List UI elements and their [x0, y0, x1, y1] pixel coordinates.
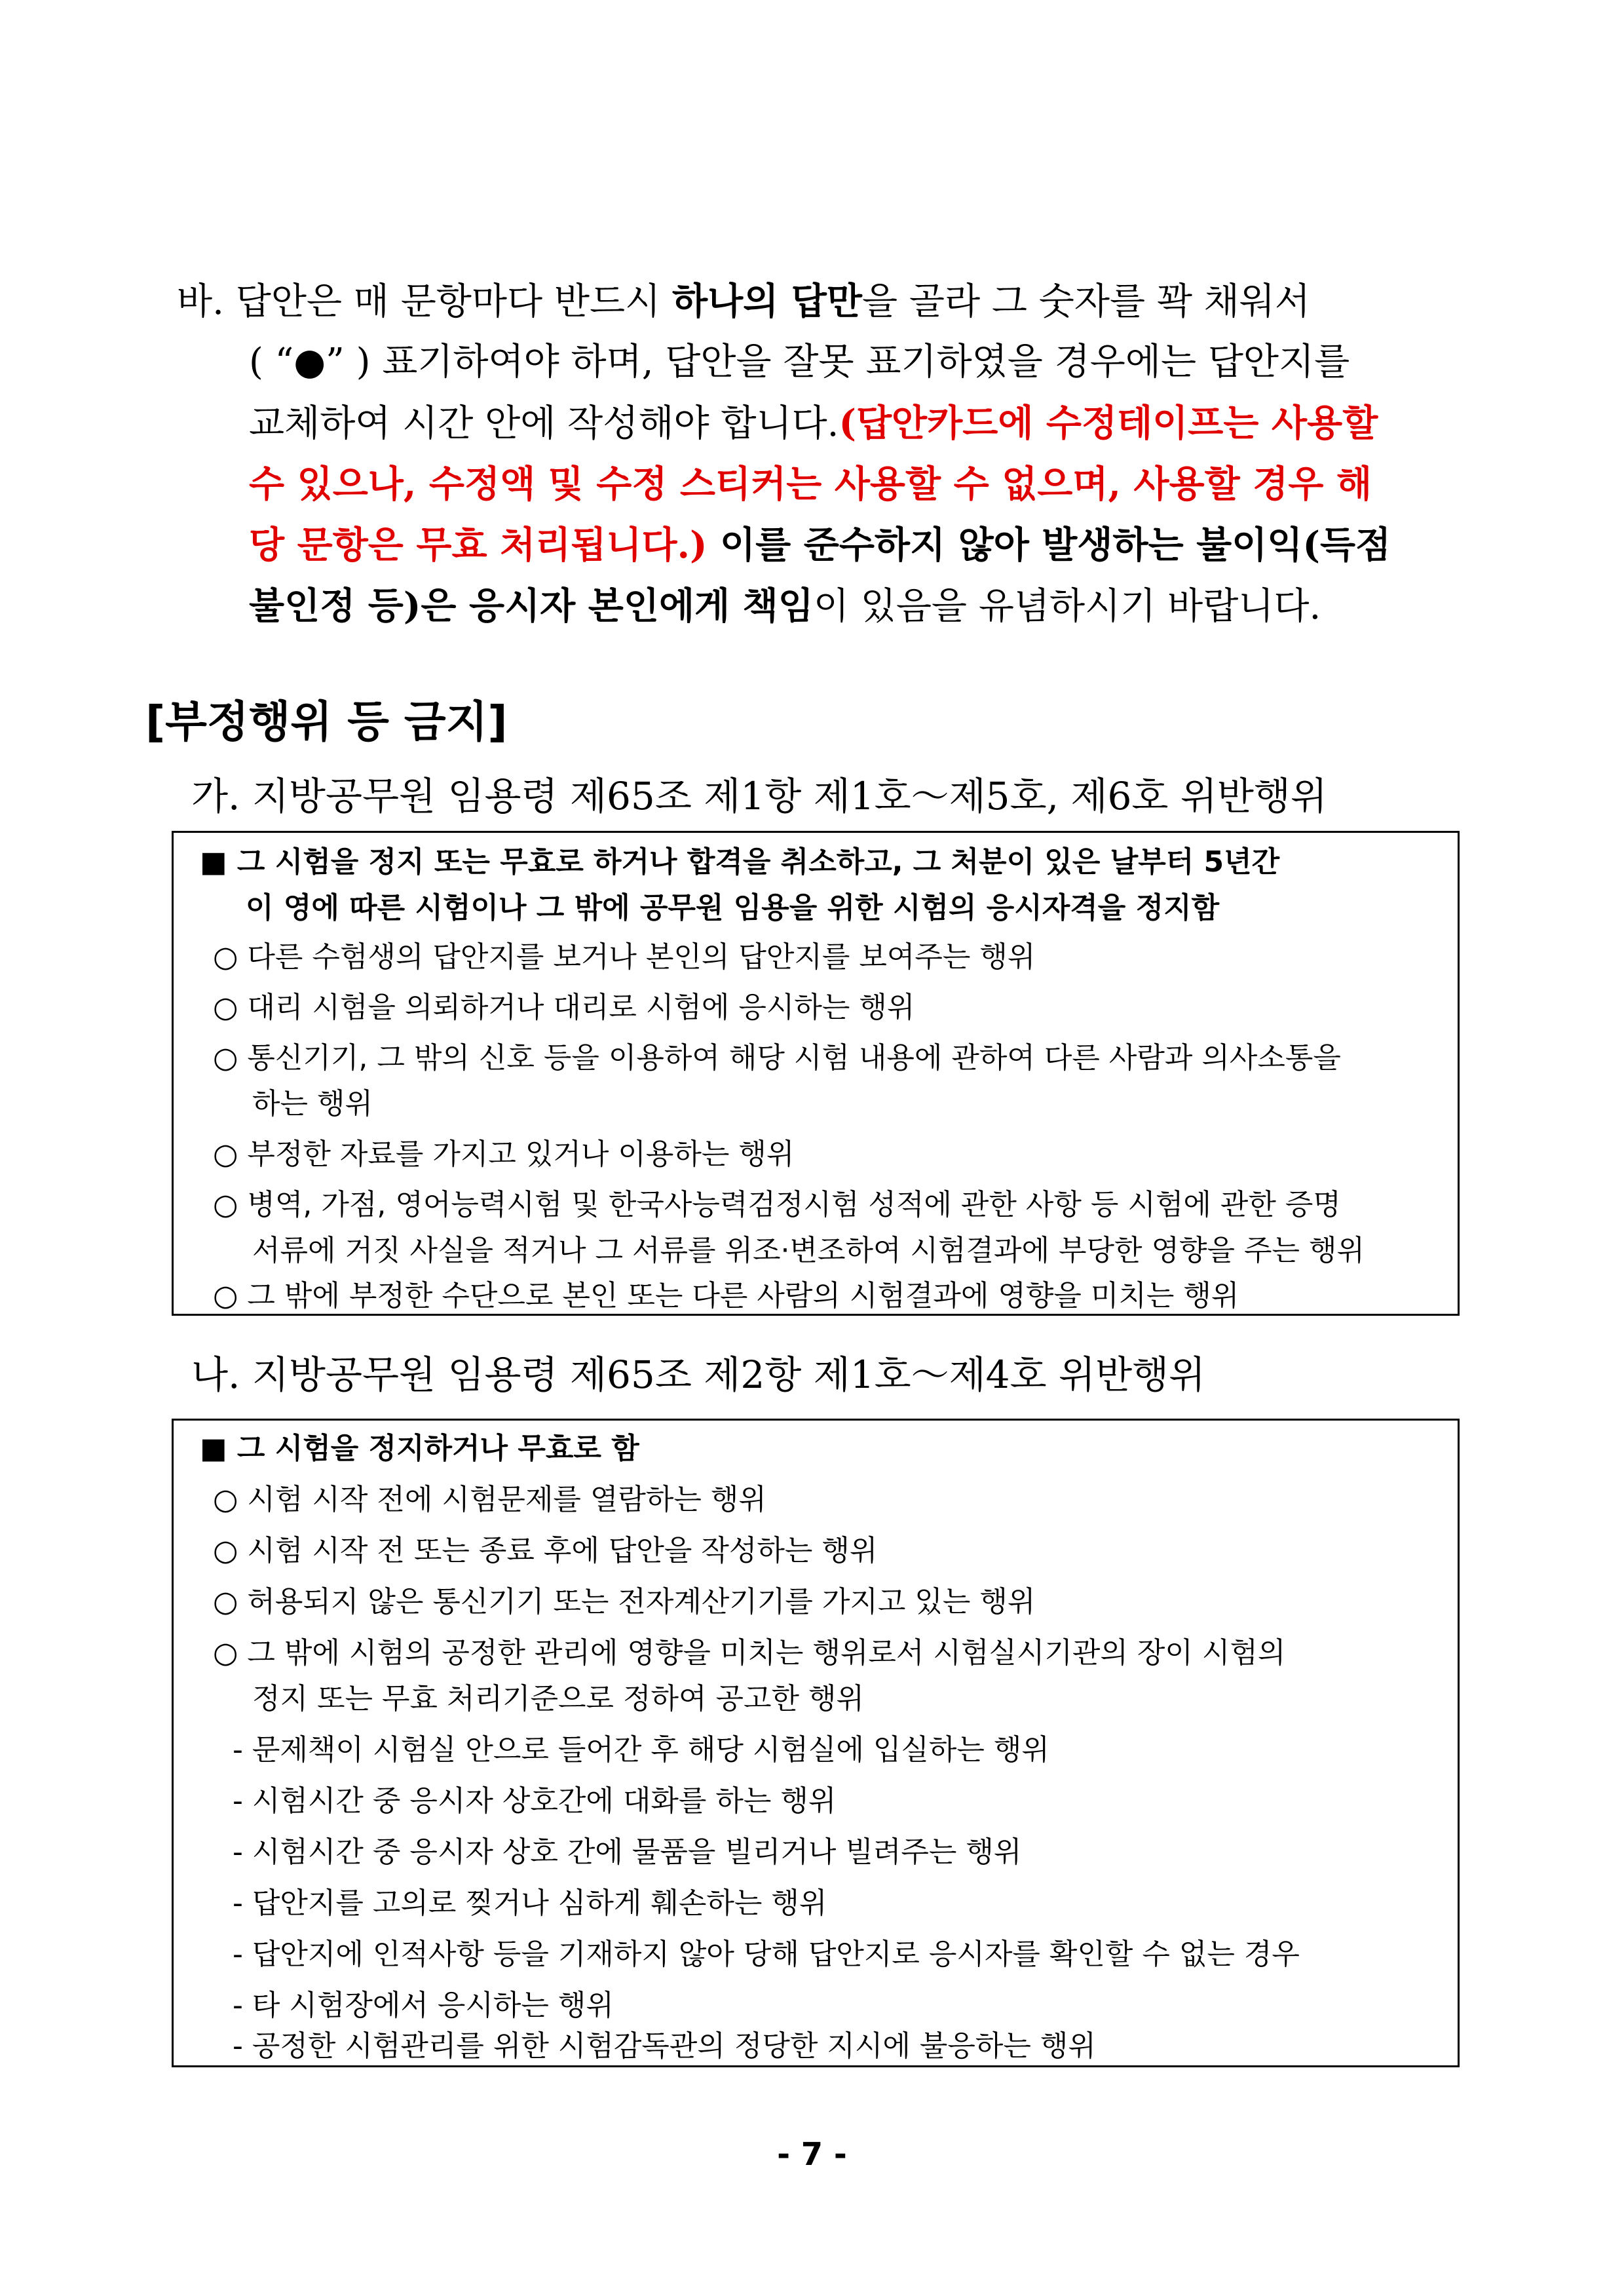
ga-box-line-7: ○ 부정한 자료를 가지고 있거나 이용하는 행위 [213, 1138, 795, 1171]
ba-line-1: 바. 답안은 매 문항마다 반드시 하나의 답만을 골라 그 숫자를 꽉 채워서 [177, 280, 1311, 323]
na-box-line-1: ■ 그 시험을 정지하거나 무효로 함 [200, 1432, 639, 1465]
na-box-line-13: - 공정한 시험관리를 위한 시험감독관의 정당한 지시에 불응하는 행위 [233, 2029, 1096, 2063]
na-box-line-4: ○ 허용되지 않은 통신기기 또는 전자계산기기를 가지고 있는 행위 [213, 1585, 1036, 1618]
na-box-line-2: ○ 시험 시작 전에 시험문제를 열람하는 행위 [213, 1483, 766, 1516]
na-box-line-8: - 시험시간 중 응시자 상호간에 대화를 하는 행위 [233, 1784, 837, 1818]
na-box-line-6: 정지 또는 무효 처리기준으로 정하여 공고한 행위 [252, 1682, 864, 1715]
ga-box-line-3: ○ 다른 수험생의 답안지를 보거나 본인의 답안지를 보여주는 행위 [213, 940, 1036, 974]
na-box-line-9: - 시험시간 중 응시자 상호 간에 물품을 빌리거나 빌려주는 행위 [233, 1835, 1022, 1869]
ga-box-line-2: 이 영에 따른 시험이나 그 밖에 공무원 임용을 위한 시험의 응시자격을 정지함 [246, 891, 1220, 925]
ba-line-3: 교체하여 시간 안에 작성해야 합니다.(답안카드에 수정테이프는 사용할 [249, 402, 1378, 445]
ga-box-line-6: 하는 행위 [252, 1087, 373, 1120]
na-box-line-3: ○ 시험 시작 전 또는 종료 후에 답안을 작성하는 행위 [213, 1534, 878, 1567]
ga-box-line-8: ○ 병역, 가점, 영어능력시험 및 한국사능력검정시험 성적에 관한 사항 등 시험에 관한 증명 [213, 1188, 1341, 1221]
ga-box-line-10: ○ 그 밖에 부정한 수단으로 본인 또는 다른 사람의 시험결과에 영향을 미치는 행위 [213, 1279, 1239, 1312]
ba-line-5: 당 문항은 무효 처리됩니다.) 이를 준수하지 않아 발생하는 불이익(득점 [249, 524, 1391, 567]
na-box-line-12: - 타 시험장에서 응시하는 행위 [233, 1989, 614, 2022]
ga-box-line-1: ■ 그 시험을 정지 또는 무효로 하거나 합격을 취소하고, 그 처분이 있은 날부터 5년간 [200, 845, 1280, 879]
na-box-line-10: - 답안지를 고의로 찢거나 심하게 훼손하는 행위 [233, 1886, 827, 1920]
ba-line-4: 수 있으나, 수정액 및 수정 스티커는 사용할 수 없으며, 사용할 경우 해 [249, 463, 1372, 506]
ga-box-line-9: 서류에 거짓 사실을 적거나 그 서류를 위조·변조하여 시험결과에 부당한 영향을 주는 행위 [252, 1234, 1365, 1267]
section-heading: [부정행위 등 금지] [145, 697, 508, 747]
ba-line-6: 불인정 등)은 응시자 본인에게 책임이 있음을 유념하시기 바랍니다. [249, 584, 1321, 628]
na-box-line-5: ○ 그 밖에 시험의 공정한 관리에 영향을 미치는 행위로서 시험실시기관의 장이 시험의 [213, 1636, 1286, 1670]
ba-line-2: ( “●” ) 표기하여야 하며, 답안을 잘못 표기하였을 경우에는 답안지를 [249, 341, 1350, 383]
na-box [172, 1419, 1460, 2067]
na-box-line-11: - 답안지에 인적사항 등을 기재하지 않아 당해 답안지로 응시자를 확인할 수 없는 경우 [233, 1938, 1300, 1971]
section-ba [177, 275, 1474, 642]
ga-box-line-5: ○ 통신기기, 그 밖의 신호 등을 이용하여 해당 시험 내용에 관하여 다른 사람과 의사소통을 [213, 1041, 1341, 1075]
ga-box-line-4: ○ 대리 시험을 의뢰하거나 대리로 시험에 응시하는 행위 [213, 991, 915, 1024]
na-title: 나. 지방공무원 임용령 제65조 제2항 제1호～제4호 위반행위 [191, 1352, 1206, 1397]
ba-marker: 바. [177, 280, 224, 323]
na-box-line-7: - 문제책이 시험실 안으로 들어간 후 해당 시험실에 입실하는 행위 [233, 1733, 1049, 1767]
ga-title: 가. 지방공무원 임용령 제65조 제1항 제1호～제5호, 제6호 위반행위 [191, 774, 1327, 818]
page-number: - 7 - [777, 2136, 847, 2173]
ga-box [172, 831, 1460, 1316]
